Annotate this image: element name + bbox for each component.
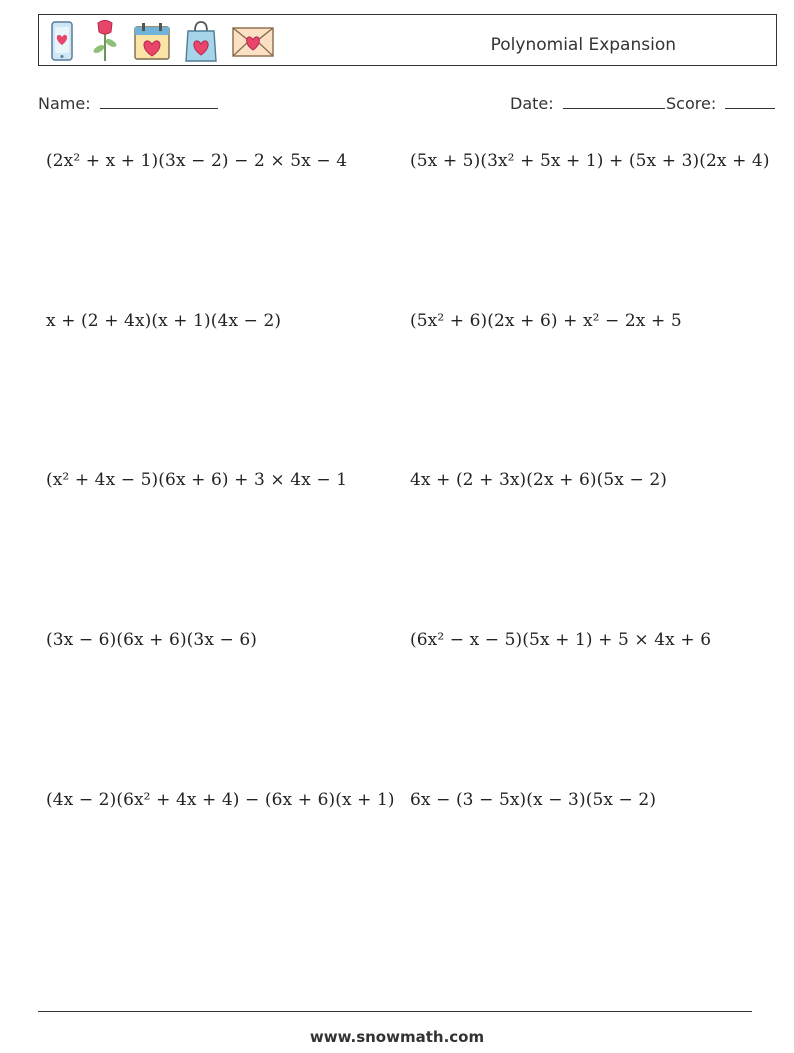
score-label: Score: — [666, 94, 717, 113]
header-icons — [47, 19, 275, 63]
problem-9: (4x − 2)(6x² + 4x + 4) − (6x + 6)(x + 1) — [46, 790, 395, 810]
footer-website[interactable]: www.snowmath.com — [309, 1028, 485, 1046]
worksheet-header — [38, 14, 777, 66]
problem-6: 4x + (2 + 3x)(2x + 6)(5x − 2) — [410, 470, 667, 490]
date-field[interactable] — [510, 92, 665, 113]
name-field[interactable] — [38, 92, 218, 113]
date-blank[interactable] — [563, 92, 665, 109]
problem-5: (x² + 4x − 5)(6x + 6) + 3 × 4x − 1 — [46, 470, 348, 490]
envelope-heart-icon — [231, 24, 275, 58]
problem-3: x + (2 + 4x)(x + 1)(4x − 2) — [46, 311, 282, 331]
problem-1: (2x² + x + 1)(3x − 2) − 2 × 5x − 4 — [46, 151, 348, 171]
score-blank[interactable] — [725, 92, 775, 109]
name-label: Name: — [38, 94, 91, 113]
date-label: Date: — [510, 94, 554, 113]
problem-4: (5x² + 6)(2x + 6) + x² − 2x + 5 — [410, 311, 682, 331]
phone-heart-icon — [47, 20, 77, 62]
problem-7: (3x − 6)(6x + 6)(3x − 6) — [46, 630, 258, 650]
shopping-bag-heart-icon — [185, 19, 217, 63]
rose-icon — [91, 19, 119, 63]
problem-10: 6x − (3 − 5x)(x − 3)(5x − 2) — [410, 790, 657, 810]
footer-divider — [38, 1011, 752, 1012]
problem-2: (5x + 5)(3x² + 5x + 1) + (5x + 3)(2x + 4) — [410, 151, 770, 171]
calendar-heart-icon — [133, 21, 171, 61]
name-blank[interactable] — [100, 92, 218, 109]
page-title: Polynomial Expansion — [490, 35, 676, 55]
score-field[interactable] — [666, 92, 775, 113]
problem-8: (6x² − x − 5)(5x + 1) + 5 × 4x + 6 — [410, 630, 712, 650]
